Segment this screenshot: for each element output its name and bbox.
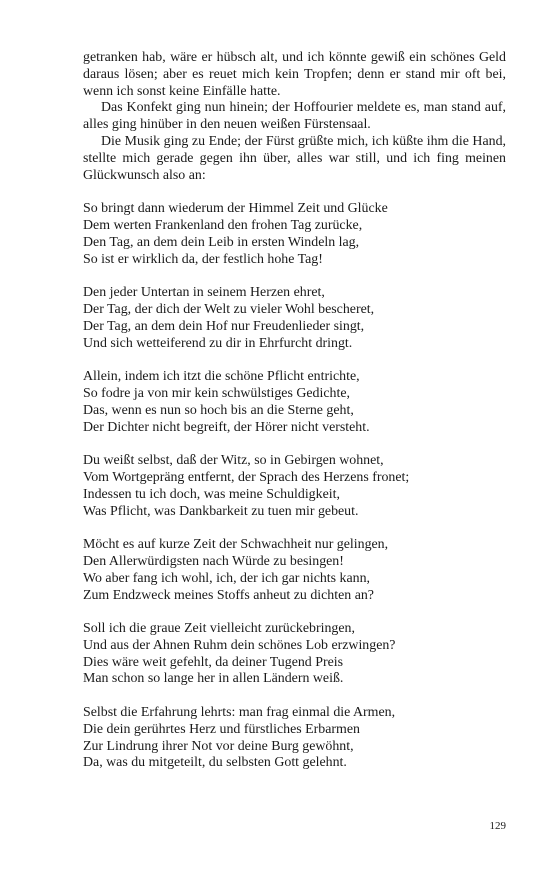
verse-line: Und aus der Ahnen Ruhm dein schönes Lob erzwingen? <box>83 637 396 653</box>
verse-line: Zur Lindrung ihrer Not vor deine Burg gewöhnt, <box>83 738 354 754</box>
stanza-1 <box>83 201 506 268</box>
verse-line: Die dein gerührtes Herz und fürstliches Erbarmen <box>83 721 360 737</box>
prose-paragraph-1: getranken hab, wäre er hübsch alt, und ich könnte gewiß ein schönes Geld daraus lösen; aber es reuet mich kein Tropfen; denn er stand mir oft bei, wenn ich sonst keine Einfälle hatte. <box>83 50 506 99</box>
stanza-5 <box>83 537 506 604</box>
verse-line: Soll ich die graue Zeit vielleicht zurückebringen, <box>83 621 355 637</box>
stanza-3 <box>83 369 506 436</box>
verse-line: Du weißt selbst, daß der Witz, so in Gebirgen wohnet, <box>83 453 384 469</box>
verse-line: Der Dichter nicht begreift, der Hörer nicht versteht. <box>83 419 370 435</box>
verse-line: Der Tag, der dich der Welt zu vieler Wohl bescheret, <box>83 301 375 317</box>
book-page <box>83 50 506 789</box>
stanza-6 <box>83 621 506 688</box>
verse-line: Möcht es auf kurze Zeit der Schwachheit nur gelingen, <box>83 537 389 553</box>
verse-line: Den Allerwürdigsten nach Würde zu besingen! <box>83 553 344 569</box>
verse-line: Den jeder Untertan in seinem Herzen ehret, <box>83 285 325 301</box>
stanza-7 <box>83 705 506 772</box>
verse-line: Man schon so lange her in allen Ländern weiß. <box>83 671 344 687</box>
verse-line: Vom Wortgepräng entfernt, der Sprach des Herzens fronet; <box>83 469 410 485</box>
verse-line: Allein, indem ich itzt die schöne Pflicht entrichte, <box>83 369 360 385</box>
verse-line: Wo aber fang ich wohl, ich, der ich gar nichts kann, <box>83 570 371 586</box>
verse-line: So ist er wirklich da, der festlich hohe Tag! <box>83 251 323 267</box>
verse-line: Das, wenn es nun so hoch bis an die Sterne geht, <box>83 402 354 418</box>
verse-line: Da, was du mitgeteilt, du selbsten Gott gelehnt. <box>83 755 347 771</box>
prose-section <box>83 50 506 184</box>
verse-line: Der Tag, an dem dein Hof nur Freudenlieder singt, <box>83 318 365 334</box>
verse-line: Was Pflicht, was Dankbarkeit zu tuen mir gebeut. <box>83 503 359 519</box>
verse-line: Indessen tu ich doch, was meine Schuldigkeit, <box>83 486 340 502</box>
prose-paragraph-3: Die Musik ging zu Ende; der Fürst grüßte mich, ich küßte ihm die Hand, stellte mich gerade gegen ihn über, alles war still, und ich fing meinen Glückwunsch also an: <box>83 133 506 183</box>
verse-line: Dies wäre weit gefehlt, da deiner Tugend Preis <box>83 654 344 670</box>
prose-paragraph-2: Das Konfekt ging nun hinein; der Hoffourier meldete es, man stand auf, alles ging hinüber in den neuen weißen Fürstensaal. <box>83 100 506 133</box>
verse-line: Dem werten Frankenland den frohen Tag zurücke, <box>83 217 363 233</box>
stanza-4 <box>83 453 506 520</box>
verse-line: Den Tag, an dem dein Leib in ersten Windeln lag, <box>83 234 360 250</box>
verse-line: Selbst die Erfahrung lehrts: man frag einmal die Armen, <box>83 705 396 721</box>
verse-line: So bringt dann wiederum der Himmel Zeit und Glücke <box>83 201 388 217</box>
page-number: 129 <box>489 820 506 832</box>
stanza-2 <box>83 285 506 352</box>
verse-line: So fodre ja von mir kein schwülstiges Gedichte, <box>83 385 350 401</box>
verse-line: Zum Endzweck meines Stoffs anheut zu dichten an? <box>83 587 374 603</box>
verse-line: Und sich wetteiferend zu dir in Ehrfurcht dringt. <box>83 335 353 351</box>
poem <box>83 201 506 772</box>
